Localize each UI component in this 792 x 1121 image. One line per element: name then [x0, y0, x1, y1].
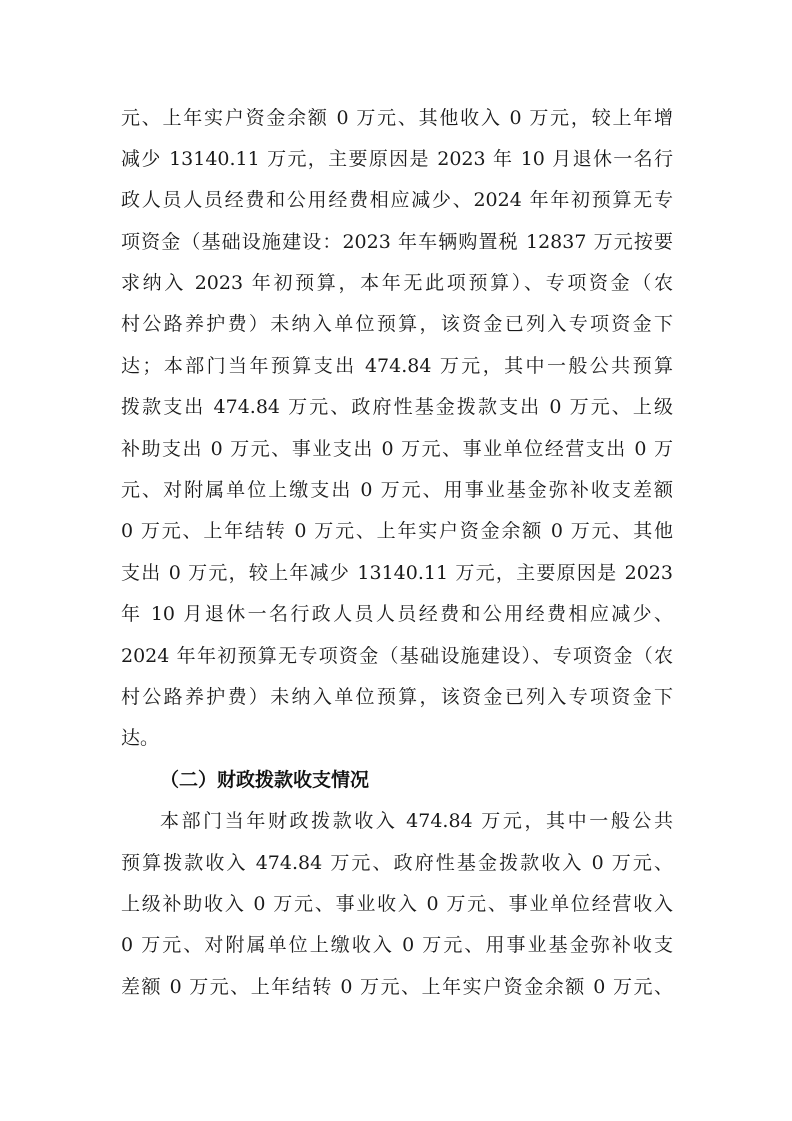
paragraph1-line-16: 达。: [121, 727, 160, 749]
section2-line-5: 差额 0 万元、上年结转 0 万元、上年实户资金余额 0 万元、: [121, 976, 673, 998]
section2-line-1: 本部门当年财政拨款收入 474.84 万元，其中一般公共: [160, 810, 673, 832]
paragraph1-line-13: 年 10 月退休一名行政人员人员经费和公用经费相应减少、: [121, 603, 673, 625]
paragraph1-line-1: 元、上年实户资金余额 0 万元、其他收入 0 万元，较上年增: [121, 107, 673, 129]
paragraph1-line-5: 求纳入 2023 年初预算，本年无此项预算）、专项资金（农: [121, 272, 673, 294]
paragraph1-line-10: 元、对附属单位上缴支出 0 万元、用事业基金弥补收支差额: [121, 479, 673, 501]
paragraph1-line-8: 拨款支出 474.84 万元、政府性基金拨款支出 0 万元、上级: [121, 396, 673, 418]
section2-line-3: 上级补助收入 0 万元、事业收入 0 万元、事业单位经营收入: [121, 893, 673, 915]
paragraph1-line-3: 政人员人员经费和公用经费相应减少、2024 年年初预算无专: [121, 189, 673, 211]
section2-line-4: 0 万元、对附属单位上缴收入 0 万元、用事业基金弥补收支: [121, 934, 673, 956]
section2-line-2: 预算拨款收入 474.84 万元、政府性基金拨款收入 0 万元、: [121, 852, 673, 874]
paragraph1-line-7: 达；本部门当年预算支出 474.84 万元，其中一般公共预算: [121, 355, 673, 377]
paragraph1-line-14: 2024 年年初预算无专项资金（基础设施建设）、专项资金（农: [121, 645, 673, 667]
paragraph1-line-9: 补助支出 0 万元、事业支出 0 万元、事业单位经营支出 0 万: [121, 438, 673, 460]
paragraph1-line-2: 减少 13140.11 万元，主要原因是 2023 年 10 月退休一名行: [121, 148, 673, 170]
paragraph1-line-15: 村公路养护费）未纳入单位预算，该资金已列入专项资金下: [121, 686, 673, 708]
paragraph1-line-4: 项资金（基础设施建设：2023 年车辆购置税 12837 万元按要: [121, 231, 673, 253]
section-heading: （二）财政拨款收支情况: [160, 769, 370, 791]
paragraph1-line-11: 0 万元、上年结转 0 万元、上年实户资金余额 0 万元、其他: [121, 520, 673, 542]
paragraph1-line-12: 支出 0 万元，较上年减少 13140.11 万元，主要原因是 2023: [121, 562, 673, 584]
paragraph1-line-6: 村公路养护费）未纳入单位预算，该资金已列入专项资金下: [121, 313, 673, 335]
